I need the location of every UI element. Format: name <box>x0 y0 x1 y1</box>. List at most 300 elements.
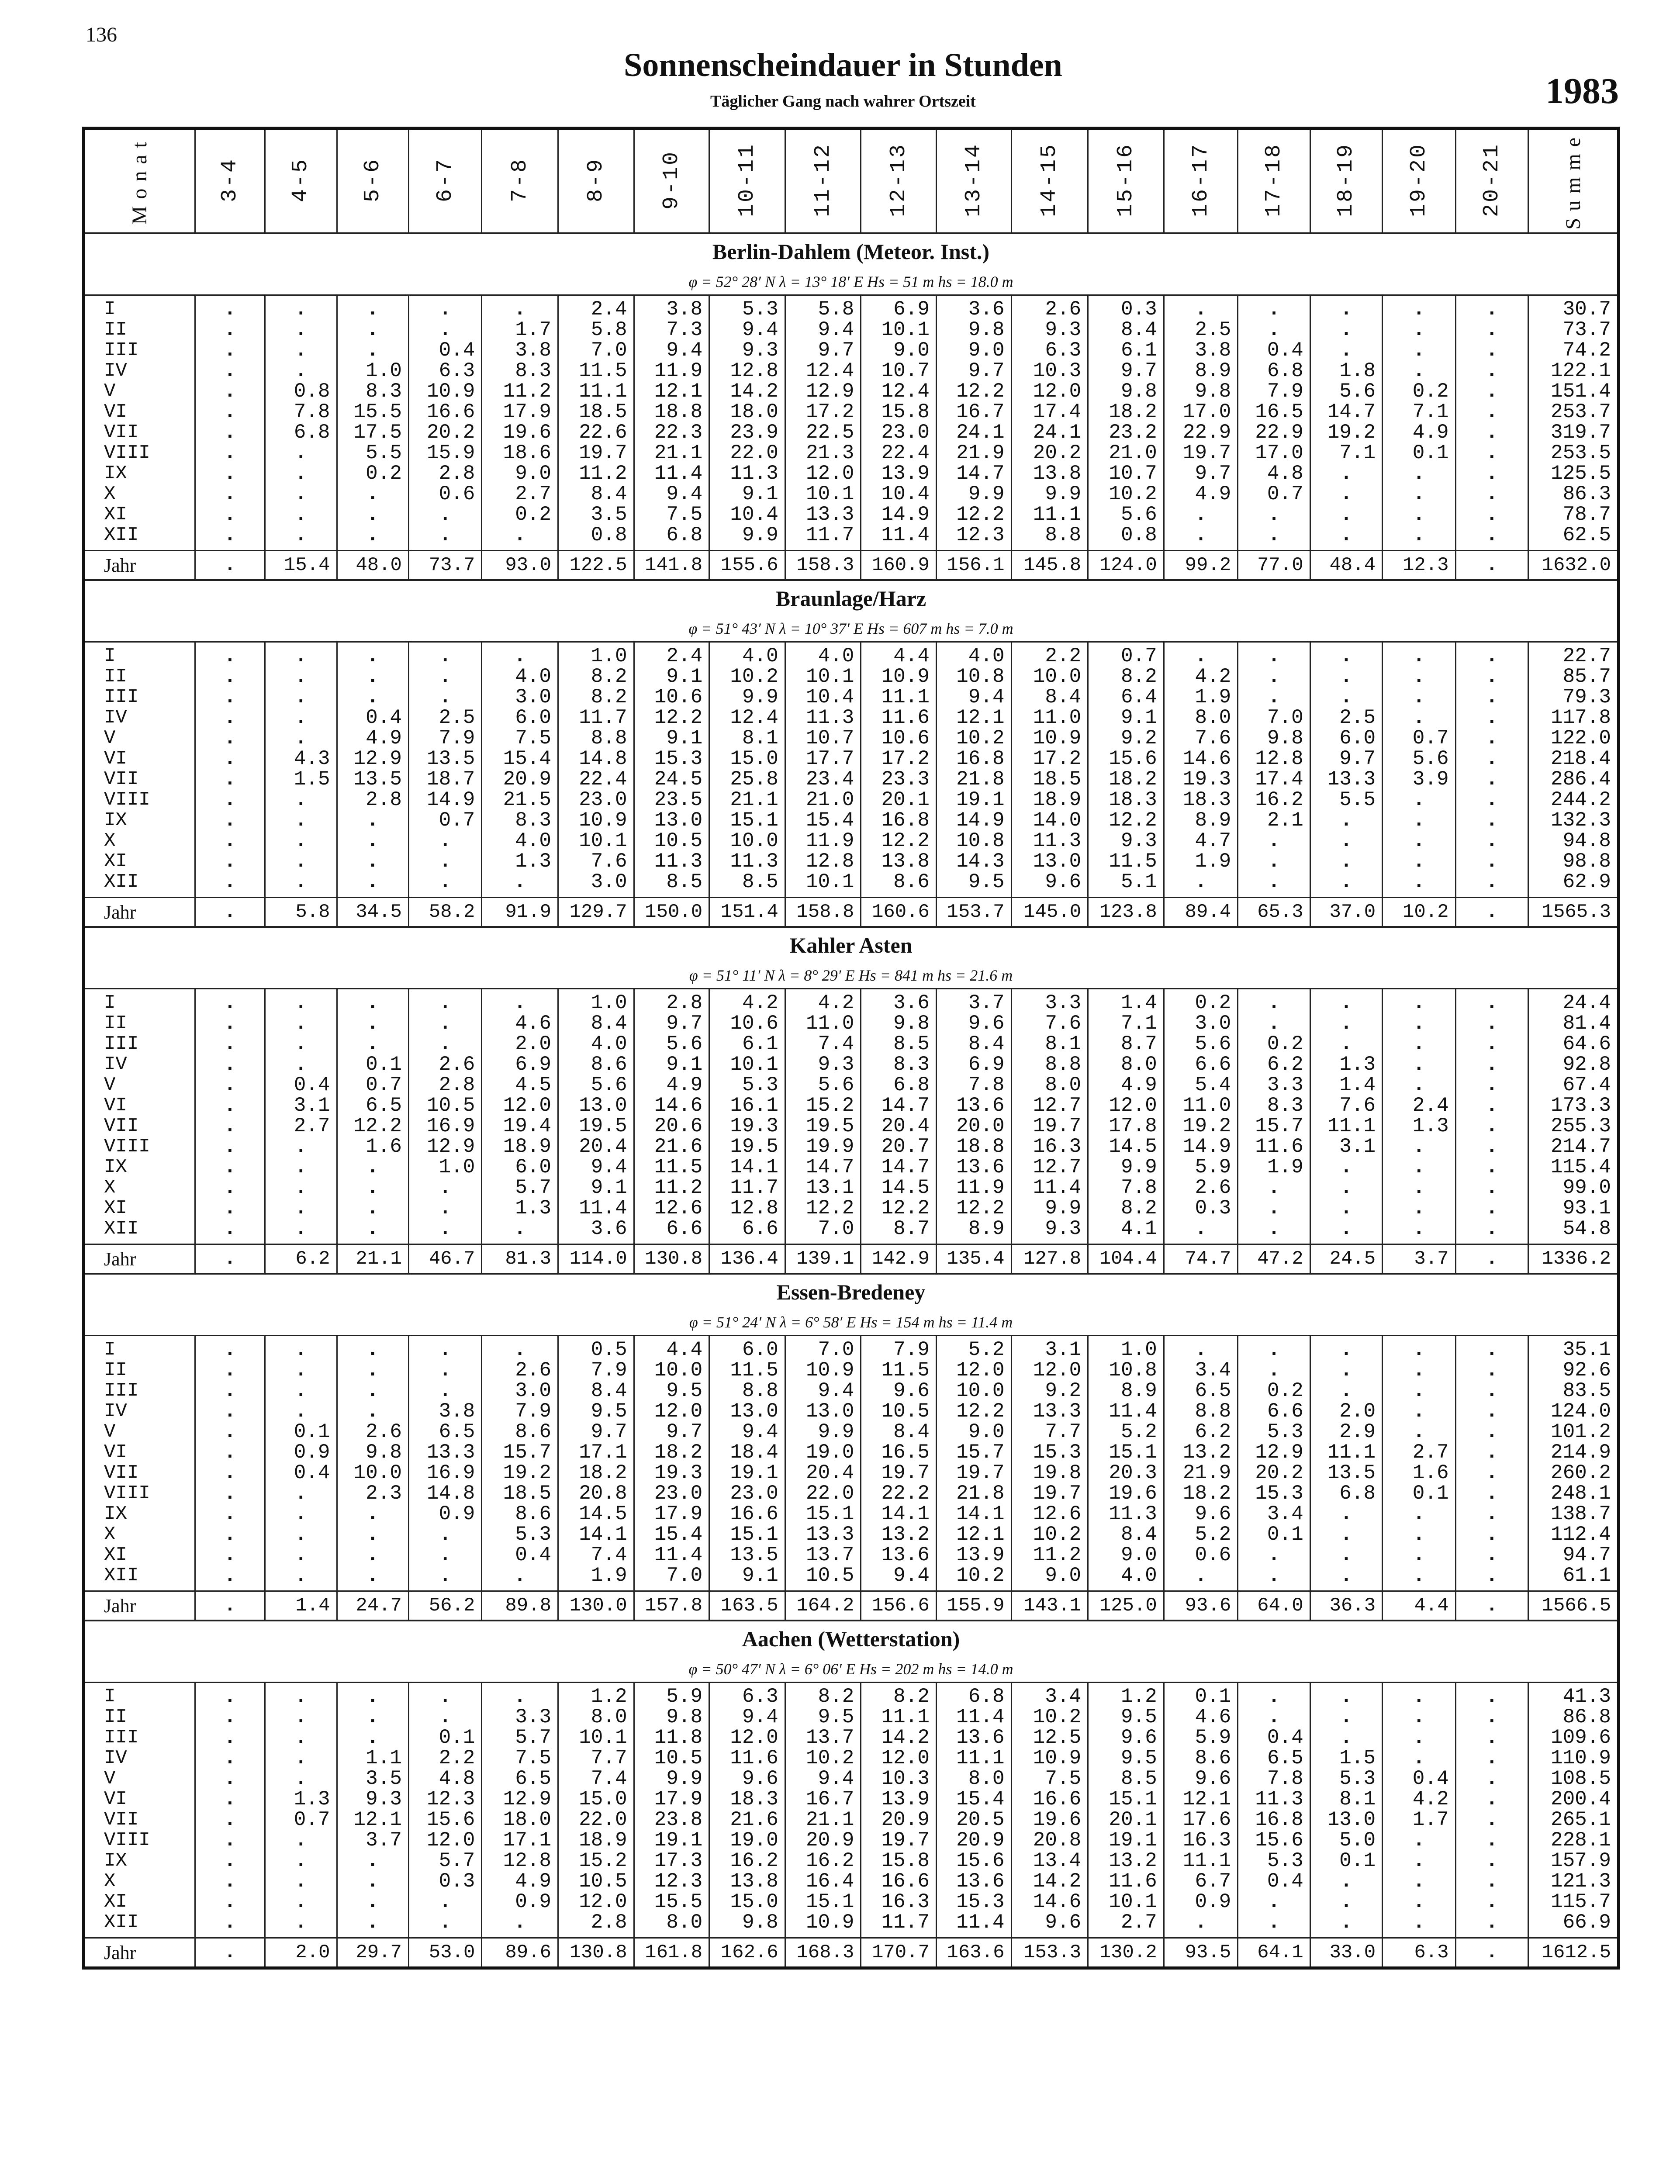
table-cell: . <box>1455 381 1528 402</box>
table-cell: 7.9 <box>1238 381 1310 402</box>
table-cell: 10.9 <box>861 667 937 687</box>
table-cell: . <box>1455 1198 1528 1219</box>
table-cell: 15.4 <box>482 749 558 769</box>
table-cell: 15.3 <box>936 1892 1011 1912</box>
row-label: V <box>83 1769 195 1789</box>
table-cell: 8.8 <box>1011 1054 1088 1075</box>
table-cell: 92.8 <box>1528 1054 1618 1075</box>
table-cell: 127.8 <box>1011 1244 1088 1274</box>
row-label: III <box>83 687 195 708</box>
table-cell: 9.7 <box>785 340 861 361</box>
row-label: III <box>83 340 195 361</box>
table-cell: . <box>337 831 408 851</box>
table-cell: . <box>195 1912 265 1938</box>
table-cell: . <box>1383 1336 1455 1361</box>
table-cell: . <box>337 484 408 505</box>
table-cell: 9.4 <box>861 1565 937 1591</box>
table-cell: 15.4 <box>634 1524 709 1545</box>
table-cell: 11.3 <box>1088 1504 1164 1524</box>
table-cell: 145.0 <box>1011 898 1088 927</box>
table-cell: . <box>1164 525 1238 551</box>
table-cell: 1.4 <box>1310 1075 1382 1095</box>
table-cell: . <box>265 708 337 728</box>
table-cell: 2.8 <box>337 790 408 810</box>
table-row <box>83 1219 1618 1244</box>
table-cell: 17.2 <box>785 402 861 422</box>
row-label: VIII <box>83 1483 195 1504</box>
table-row <box>83 1748 1618 1769</box>
table-cell: 8.6 <box>558 1054 634 1075</box>
table-cell: 35.1 <box>1528 1336 1618 1361</box>
table-cell: 19.9 <box>785 1137 861 1157</box>
table-row <box>83 1892 1618 1912</box>
table-cell: . <box>408 1683 481 1707</box>
table-cell: 79.3 <box>1528 687 1618 708</box>
row-label: V <box>83 728 195 749</box>
table-cell: 19.3 <box>634 1463 709 1483</box>
table-cell: 23.9 <box>709 422 785 443</box>
table-cell: 9.7 <box>1310 749 1382 769</box>
table-cell: 12.9 <box>785 381 861 402</box>
table-row <box>83 1545 1618 1565</box>
table-cell: 8.6 <box>861 872 937 898</box>
table-cell: . <box>195 1683 265 1707</box>
table-cell: 12.4 <box>709 708 785 728</box>
table-cell: 81.4 <box>1528 1013 1618 1034</box>
table-cell: 15.1 <box>785 1504 861 1524</box>
table-cell: . <box>195 1545 265 1565</box>
table-cell: . <box>195 1422 265 1442</box>
table-cell: 13.9 <box>861 1789 937 1810</box>
table-cell: 9.4 <box>634 340 709 361</box>
table-cell: . <box>265 1360 337 1381</box>
table-cell: 253.7 <box>1528 402 1618 422</box>
table-cell: 13.0 <box>1310 1810 1382 1830</box>
table-cell: . <box>1455 1157 1528 1178</box>
table-cell: 9.6 <box>1011 1912 1088 1938</box>
table-cell: . <box>1383 1524 1455 1545</box>
table-cell: . <box>195 484 265 505</box>
table-cell: 4.8 <box>408 1769 481 1789</box>
table-cell: 4.0 <box>709 642 785 667</box>
table-cell: . <box>337 1683 408 1707</box>
table-cell: 15.0 <box>558 1789 634 1810</box>
row-label: IX <box>83 810 195 831</box>
column-header-label: 4-5 <box>288 157 314 202</box>
station-coords-row <box>83 1310 1618 1336</box>
table-cell: . <box>265 1524 337 1545</box>
table-cell: 16.9 <box>408 1116 481 1137</box>
table-cell: 19.3 <box>1164 769 1238 790</box>
table-cell: 13.0 <box>785 1401 861 1422</box>
table-cell: 1.9 <box>1164 687 1238 708</box>
table-cell: . <box>265 1483 337 1504</box>
table-cell: 11.4 <box>1088 1401 1164 1422</box>
row-label: IX <box>83 1157 195 1178</box>
table-cell: 161.8 <box>634 1938 709 1968</box>
table-cell: 9.1 <box>558 1178 634 1198</box>
table-cell: 122.0 <box>1528 728 1618 749</box>
table-cell: 12.0 <box>1088 1095 1164 1116</box>
table-cell: 12.3 <box>1383 551 1455 581</box>
table-row <box>83 463 1618 484</box>
table-cell: 10.9 <box>1011 728 1088 749</box>
table-cell: 10.2 <box>936 728 1011 749</box>
table-cell: 19.6 <box>482 422 558 443</box>
table-cell: 16.9 <box>408 1463 481 1483</box>
table-cell: . <box>265 1683 337 1707</box>
table-cell: . <box>408 1336 481 1361</box>
table-cell: . <box>195 1244 265 1274</box>
table-cell: . <box>1238 1198 1310 1219</box>
table-cell: . <box>337 1198 408 1219</box>
table-cell: 20.2 <box>408 422 481 443</box>
table-cell: 10.2 <box>1383 898 1455 927</box>
table-cell: . <box>1310 340 1382 361</box>
row-label: XII <box>83 525 195 551</box>
table-cell: . <box>1164 1219 1238 1244</box>
table-cell: 14.3 <box>936 851 1011 872</box>
table-cell: . <box>408 1178 481 1198</box>
column-header-hour <box>709 128 785 234</box>
table-cell: 6.8 <box>1310 1483 1382 1504</box>
table-cell: 19.0 <box>709 1830 785 1851</box>
table-cell: 12.2 <box>634 708 709 728</box>
table-cell: 9.1 <box>634 728 709 749</box>
table-row <box>83 361 1618 381</box>
table-cell: . <box>1455 1137 1528 1157</box>
table-cell: 6.6 <box>634 1219 709 1244</box>
table-cell: 11.9 <box>634 361 709 381</box>
table-cell: . <box>1383 1219 1455 1244</box>
table-cell: . <box>1383 1157 1455 1178</box>
table-cell: 6.8 <box>936 1683 1011 1707</box>
table-cell: . <box>482 872 558 898</box>
table-cell: 6.9 <box>861 295 937 320</box>
table-cell: 22.5 <box>785 422 861 443</box>
table-cell: 93.1 <box>1528 1198 1618 1219</box>
table-cell: . <box>1455 810 1528 831</box>
row-label: VIII <box>83 443 195 463</box>
table-cell: . <box>1455 1116 1528 1137</box>
column-header-label: 10-11 <box>735 142 760 218</box>
table-cell: 10.0 <box>634 1360 709 1381</box>
table-cell: 1.6 <box>337 1137 408 1157</box>
table-cell: 24.5 <box>1310 1244 1382 1274</box>
table-cell: . <box>195 1524 265 1545</box>
table-cell: . <box>195 525 265 551</box>
table-cell: 5.9 <box>1164 1728 1238 1748</box>
column-header-label: 3-4 <box>217 157 242 202</box>
table-cell: 112.4 <box>1528 1524 1618 1545</box>
row-label: XII <box>83 1219 195 1244</box>
table-cell: . <box>1383 1381 1455 1401</box>
table-cell: . <box>1238 1336 1310 1361</box>
table-cell: 8.4 <box>1088 320 1164 340</box>
table-cell: 153.7 <box>936 898 1011 927</box>
table-cell: 13.6 <box>936 1095 1011 1116</box>
table-cell: 260.2 <box>1528 1463 1618 1483</box>
table-cell: . <box>1238 1219 1310 1244</box>
station-name: Braunlage/Harz <box>83 580 1618 616</box>
table-cell: 13.7 <box>785 1545 861 1565</box>
table-cell: 3.6 <box>861 989 937 1014</box>
table-cell: . <box>1238 320 1310 340</box>
table-cell: 13.4 <box>1011 1851 1088 1871</box>
table-cell: 19.2 <box>1310 422 1382 443</box>
table-cell: 214.7 <box>1528 1137 1618 1157</box>
table-cell: . <box>1455 1789 1528 1810</box>
table-cell: 253.5 <box>1528 443 1618 463</box>
table-cell: 66.9 <box>1528 1912 1618 1938</box>
table-cell: 0.3 <box>408 1871 481 1892</box>
table-cell: . <box>408 667 481 687</box>
table-cell: 17.9 <box>634 1504 709 1524</box>
table-cell: . <box>1310 1871 1382 1892</box>
table-cell: 0.8 <box>558 525 634 551</box>
table-cell: . <box>1455 525 1528 551</box>
table-cell: 14.7 <box>785 1157 861 1178</box>
table-cell: . <box>1455 1178 1528 1198</box>
table-cell: . <box>1164 505 1238 525</box>
table-cell: 14.7 <box>861 1095 937 1116</box>
table-cell: 12.7 <box>1011 1095 1088 1116</box>
table-cell: 10.6 <box>634 687 709 708</box>
table-cell: . <box>1455 831 1528 851</box>
table-cell: . <box>337 525 408 551</box>
table-cell: 12.0 <box>785 463 861 484</box>
table-cell: 2.0 <box>482 1034 558 1054</box>
table-cell: 7.5 <box>482 728 558 749</box>
table-cell: 3.0 <box>482 1381 558 1401</box>
table-cell: 158.8 <box>785 898 861 927</box>
table-cell: 11.6 <box>861 708 937 728</box>
table-cell: 10.5 <box>408 1095 481 1116</box>
table-cell: . <box>1310 667 1382 687</box>
table-cell: . <box>1310 1545 1382 1565</box>
table-cell: 20.8 <box>558 1483 634 1504</box>
table-cell: . <box>1455 1381 1528 1401</box>
row-label: IV <box>83 708 195 728</box>
table-cell: 12.3 <box>634 1871 709 1892</box>
table-cell: 23.5 <box>634 790 709 810</box>
table-cell: . <box>337 1892 408 1912</box>
column-header-hour <box>861 128 937 234</box>
table-cell: 8.9 <box>936 1219 1011 1244</box>
table-row <box>83 443 1618 463</box>
table-cell: 46.7 <box>408 1244 481 1274</box>
column-header-hour <box>634 128 709 234</box>
table-cell: 5.3 <box>1310 1769 1382 1789</box>
table-cell: 0.2 <box>1383 381 1455 402</box>
row-label: II <box>83 1013 195 1034</box>
table-cell: 16.1 <box>709 1095 785 1116</box>
table-cell: 1.0 <box>337 361 408 381</box>
table-cell: 11.3 <box>785 708 861 728</box>
table-cell: . <box>1383 1137 1455 1157</box>
table-cell: 13.6 <box>861 1545 937 1565</box>
table-cell: 6.1 <box>709 1034 785 1054</box>
table-cell: 10.6 <box>709 1013 785 1034</box>
table-cell: 21.1 <box>634 443 709 463</box>
table-cell: 13.5 <box>408 749 481 769</box>
table-cell: 6.6 <box>709 1219 785 1244</box>
table-cell: 13.9 <box>861 463 937 484</box>
table-row <box>83 1871 1618 1892</box>
table-cell: 1566.5 <box>1528 1591 1618 1621</box>
table-cell: 1.0 <box>408 1157 481 1178</box>
table-cell: 14.9 <box>936 810 1011 831</box>
table-cell: 1632.0 <box>1528 551 1618 581</box>
table-cell: . <box>1455 1244 1528 1274</box>
table-cell: 23.4 <box>785 769 861 790</box>
table-cell: . <box>408 989 481 1014</box>
table-cell: 14.7 <box>861 1157 937 1178</box>
table-row <box>83 1137 1618 1157</box>
table-cell: 2.6 <box>482 1360 558 1381</box>
table-cell: 9.6 <box>1088 1728 1164 1748</box>
table-cell: 12.2 <box>936 1198 1011 1219</box>
table-cell: 19.7 <box>936 1463 1011 1483</box>
table-cell: 15.2 <box>785 1095 861 1116</box>
table-cell: 4.6 <box>482 1013 558 1034</box>
table-cell: 17.2 <box>861 749 937 769</box>
table-cell: . <box>1310 484 1382 505</box>
table-cell: . <box>1455 1095 1528 1116</box>
table-cell: . <box>195 505 265 525</box>
table-cell: 9.1 <box>709 484 785 505</box>
table-cell: 9.1 <box>634 1054 709 1075</box>
row-label: VII <box>83 422 195 443</box>
table-cell: 2.6 <box>1164 1178 1238 1198</box>
table-cell: . <box>265 1892 337 1912</box>
table-cell: 1.3 <box>1383 1116 1455 1137</box>
table-cell: 10.7 <box>785 728 861 749</box>
table-cell: 13.7 <box>785 1728 861 1748</box>
table-cell: 10.5 <box>634 831 709 851</box>
table-cell: 163.6 <box>936 1938 1011 1968</box>
table-cell: 0.6 <box>408 484 481 505</box>
table-cell: 13.3 <box>785 505 861 525</box>
table-cell: . <box>195 1116 265 1137</box>
table-cell: 143.1 <box>1011 1591 1088 1621</box>
table-cell: 0.2 <box>1238 1034 1310 1054</box>
table-cell: 17.4 <box>1011 402 1088 422</box>
table-cell: . <box>1383 1198 1455 1219</box>
table-cell: . <box>1383 1683 1455 1707</box>
table-cell: 20.8 <box>1011 1830 1088 1851</box>
table-cell: 21.1 <box>785 1810 861 1830</box>
table-cell: 78.7 <box>1528 505 1618 525</box>
table-cell: 244.2 <box>1528 790 1618 810</box>
table-cell: . <box>1310 810 1382 831</box>
table-cell: . <box>408 1892 481 1912</box>
table-cell: 7.7 <box>558 1748 634 1769</box>
row-label: IX <box>83 1851 195 1871</box>
year-label: 1983 <box>1545 71 1619 111</box>
table-cell: 104.4 <box>1088 1244 1164 1274</box>
table-cell: . <box>1383 1912 1455 1938</box>
table-cell: 136.4 <box>709 1244 785 1274</box>
table-cell: . <box>195 1198 265 1219</box>
table-cell: . <box>1455 1810 1528 1830</box>
table-cell: 10.2 <box>785 1748 861 1769</box>
table-cell: . <box>265 295 337 320</box>
table-cell: 4.9 <box>1383 422 1455 443</box>
table-cell: . <box>265 505 337 525</box>
column-header-label: 18-19 <box>1334 142 1359 218</box>
table-cell: 17.1 <box>482 1830 558 1851</box>
table-row <box>83 1728 1618 1748</box>
table-cell: 10.2 <box>709 667 785 687</box>
table-cell: . <box>195 443 265 463</box>
table-cell: 18.6 <box>482 443 558 463</box>
table-cell: 0.1 <box>1238 1524 1310 1545</box>
table-cell: 12.6 <box>1011 1504 1088 1524</box>
table-cell: . <box>337 505 408 525</box>
table-cell: 11.9 <box>936 1178 1011 1198</box>
table-cell: 9.9 <box>785 1422 861 1442</box>
table-cell: 6.0 <box>1310 728 1382 749</box>
table-cell: 7.4 <box>558 1545 634 1565</box>
table-cell: 18.0 <box>709 402 785 422</box>
table-cell: 0.5 <box>558 1336 634 1361</box>
table-cell: 5.8 <box>785 295 861 320</box>
table-cell: 0.9 <box>1164 1892 1238 1912</box>
table-cell: 8.4 <box>1088 1524 1164 1545</box>
table-cell: 15.4 <box>936 1789 1011 1810</box>
table-cell: . <box>1310 1013 1382 1034</box>
table-cell: 2.5 <box>408 708 481 728</box>
table-cell: 17.4 <box>1238 769 1310 790</box>
table-cell: . <box>195 898 265 927</box>
table-cell: 11.9 <box>785 831 861 851</box>
table-cell: 16.2 <box>709 1851 785 1871</box>
table-cell: 2.4 <box>1383 1095 1455 1116</box>
table-cell: 19.0 <box>785 1442 861 1463</box>
table-cell: 11.6 <box>1088 1871 1164 1892</box>
table-cell: 11.5 <box>634 1157 709 1178</box>
table-cell: 14.8 <box>558 749 634 769</box>
table-cell: . <box>337 1336 408 1361</box>
table-cell: 10.7 <box>861 361 937 381</box>
station-row <box>83 580 1618 616</box>
table-cell: 0.1 <box>1383 443 1455 463</box>
table-cell: 4.0 <box>1088 1565 1164 1591</box>
table-cell: 7.8 <box>265 402 337 422</box>
table-cell: . <box>1310 320 1382 340</box>
table-cell: . <box>265 1504 337 1524</box>
table-cell: 14.5 <box>861 1178 937 1198</box>
table-cell: 14.0 <box>1011 810 1088 831</box>
table-cell: 4.0 <box>558 1034 634 1054</box>
column-header-label: 13-14 <box>961 142 986 218</box>
row-label: VI <box>83 1095 195 1116</box>
table-cell: . <box>1310 1178 1382 1198</box>
row-label: IV <box>83 1748 195 1769</box>
table-cell: 3.4 <box>1238 1504 1310 1524</box>
table-cell: . <box>265 525 337 551</box>
column-header-hour <box>265 128 337 234</box>
table-cell: 0.4 <box>1383 1769 1455 1789</box>
table-cell: 67.4 <box>1528 1075 1618 1095</box>
column-header-monat <box>83 128 195 234</box>
table-cell: 18.0 <box>482 1810 558 1830</box>
table-row <box>83 851 1618 872</box>
table-cell: . <box>1383 1054 1455 1075</box>
table-cell: 7.9 <box>861 1336 937 1361</box>
table-cell: 9.9 <box>634 1769 709 1789</box>
